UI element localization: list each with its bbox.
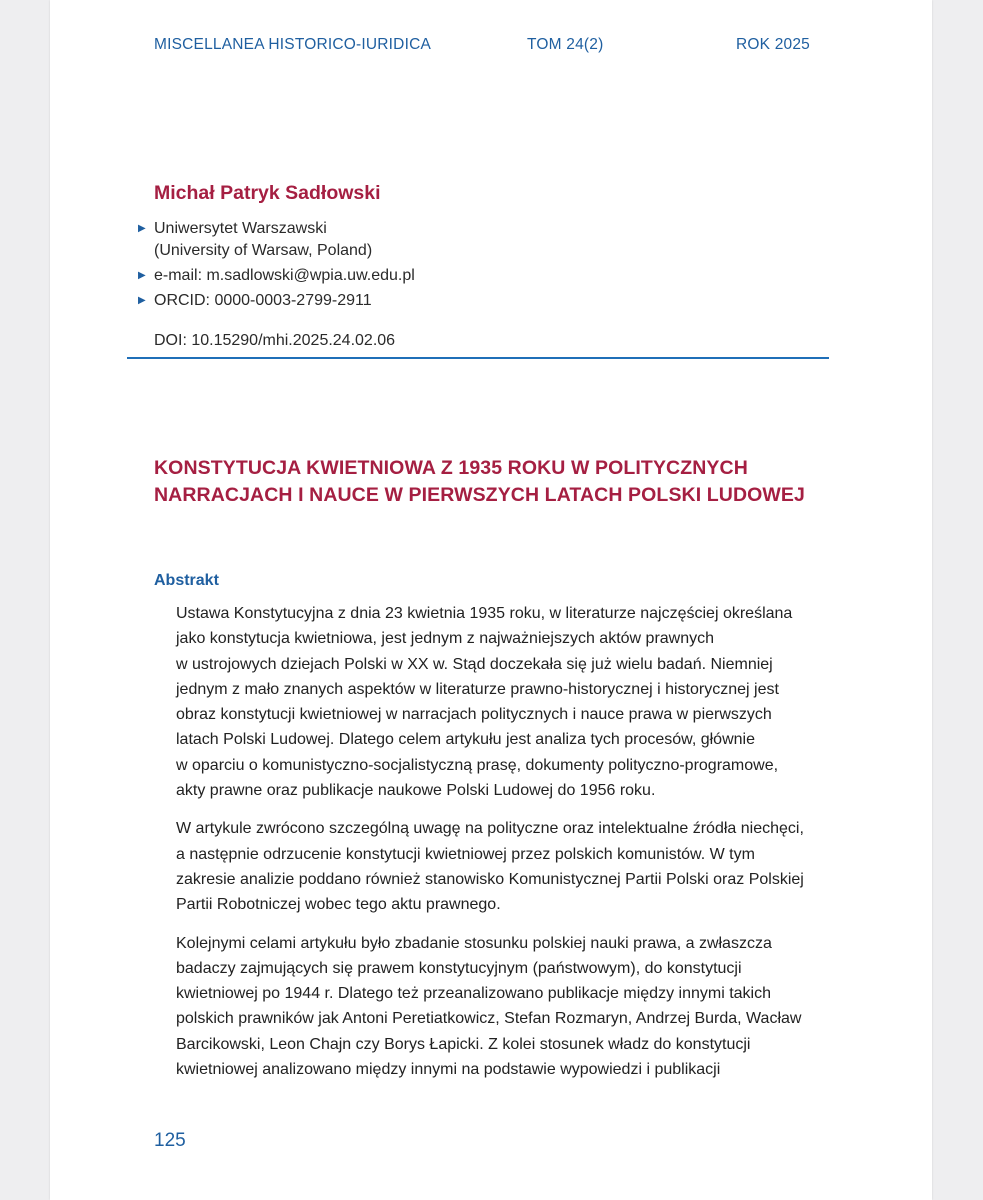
text-line: w ustrojowych dziejach Polski w XX w. Stąd doczekała się już wielu badań. Niemniej [176,655,773,673]
running-head [154,36,810,56]
text-line: jako konstytucja kwietniowa, jest jednym z najważniejszych aktów prawnych [176,630,715,648]
title-line: NARRACJACH I NAUCE W PIERWSZYCH LATACH POLSKI LUDOWEJ [154,484,805,506]
text-line: a następnie odrzucenie konstytucji kwietniowej przez polskich komunistów. W tym [176,845,755,863]
text-line: akty prawne oraz publikacje naukowe Polski Ludowej do 1956 roku. [176,782,656,800]
orcid-link[interactable]: ORCID: 0000-0003-2799-2911 [154,292,372,309]
text-line: kwietniowej analizowano między innymi na podstawie wypowiedzi i publikacji [176,1061,721,1079]
year-label: ROK 2025 [736,36,810,53]
title-line: KONSTYTUCJA KWIETNIOWA Z 1935 ROKU W POLITYCZNYCH [154,457,748,479]
journal-name: MISCELLANEA HISTORICO-IURIDICA [154,36,432,53]
text-line: latach Polski Ludowej. Dlatego celem artykułu jest analiza tych procesów, głównie [176,731,755,749]
author-name: Michał Patryk Sadłowski [154,182,381,204]
text-line: kwietniowej po 1944 r. Dlatego też przeanalizowano publikacje między innymi takich [176,985,771,1003]
text-line: polskich prawników jak Antoni Peretiatkowicz, Stefan Rozmaryn, Andrzej Burda, Wacław [176,1010,802,1028]
abstract-heading: Abstrakt [154,572,219,589]
abstract-body [176,601,836,1095]
text-line: Partii Robotniczej wobec tego aktu prawnego. [176,896,501,914]
triangle-bullet-icon: ▶ [138,270,146,281]
text-line: w oparciu o komunistyczno-socjalistyczną prasę, dokumenty polityczno-programowe, [176,756,779,774]
text-line: badaczy zajmujących się prawem konstytucyjnym (państwowym), do konstytucji [176,959,742,977]
abstract-paragraph [176,601,836,803]
text-line: Kolejnymi celami artykułu było zbadanie stosunku polskiej nauki prawa, a zwłaszcza [176,934,772,952]
email-link[interactable]: e-mail: m.sadlowski@wpia.uw.edu.pl [154,267,415,284]
page-number: 125 [154,1130,186,1151]
affiliation-item [138,218,758,262]
journal-page [50,0,932,1200]
triangle-bullet-icon: ▶ [138,223,146,234]
affiliation-line-english: (University of Warsaw, Poland) [154,242,373,259]
triangle-bullet-icon: ▶ [138,295,146,306]
text-line: Ustawa Konstytucyjna z dnia 23 kwietnia 1935 roku, w literaturze najczęściej określana [176,605,793,622]
abstract-paragraph [176,931,836,1083]
text-line: Barcikowski, Leon Chajn czy Borys Łapicki. Z kolei stosunek władz do konstytucji [176,1035,751,1053]
volume-label: TOM 24(2) [527,36,604,53]
article-title [154,455,814,509]
header-divider [127,357,829,359]
orcid-item [138,290,758,312]
abstract-paragraph [176,816,836,917]
affiliation-line: Uniwersytet Warszawski [154,220,327,237]
doi-link[interactable]: DOI: 10.15290/mhi.2025.24.02.06 [154,332,396,349]
text-line: obraz konstytucji kwietniowej w narracjach politycznych i nauce prawa w pierwszych [176,706,772,724]
author-details [138,218,758,315]
text-line: zakresie analizie poddano również stanowisko Komunistycznej Partii Polski oraz Polskiej [176,870,804,888]
email-item [138,265,758,287]
text-line: jednym z mało znanych aspektów w literaturze prawno-historycznej i historycznej jest [176,680,779,698]
text-line: W artykule zwrócono szczególną uwagę na polityczne oraz intelektualne źródła niechęci, [176,820,804,838]
